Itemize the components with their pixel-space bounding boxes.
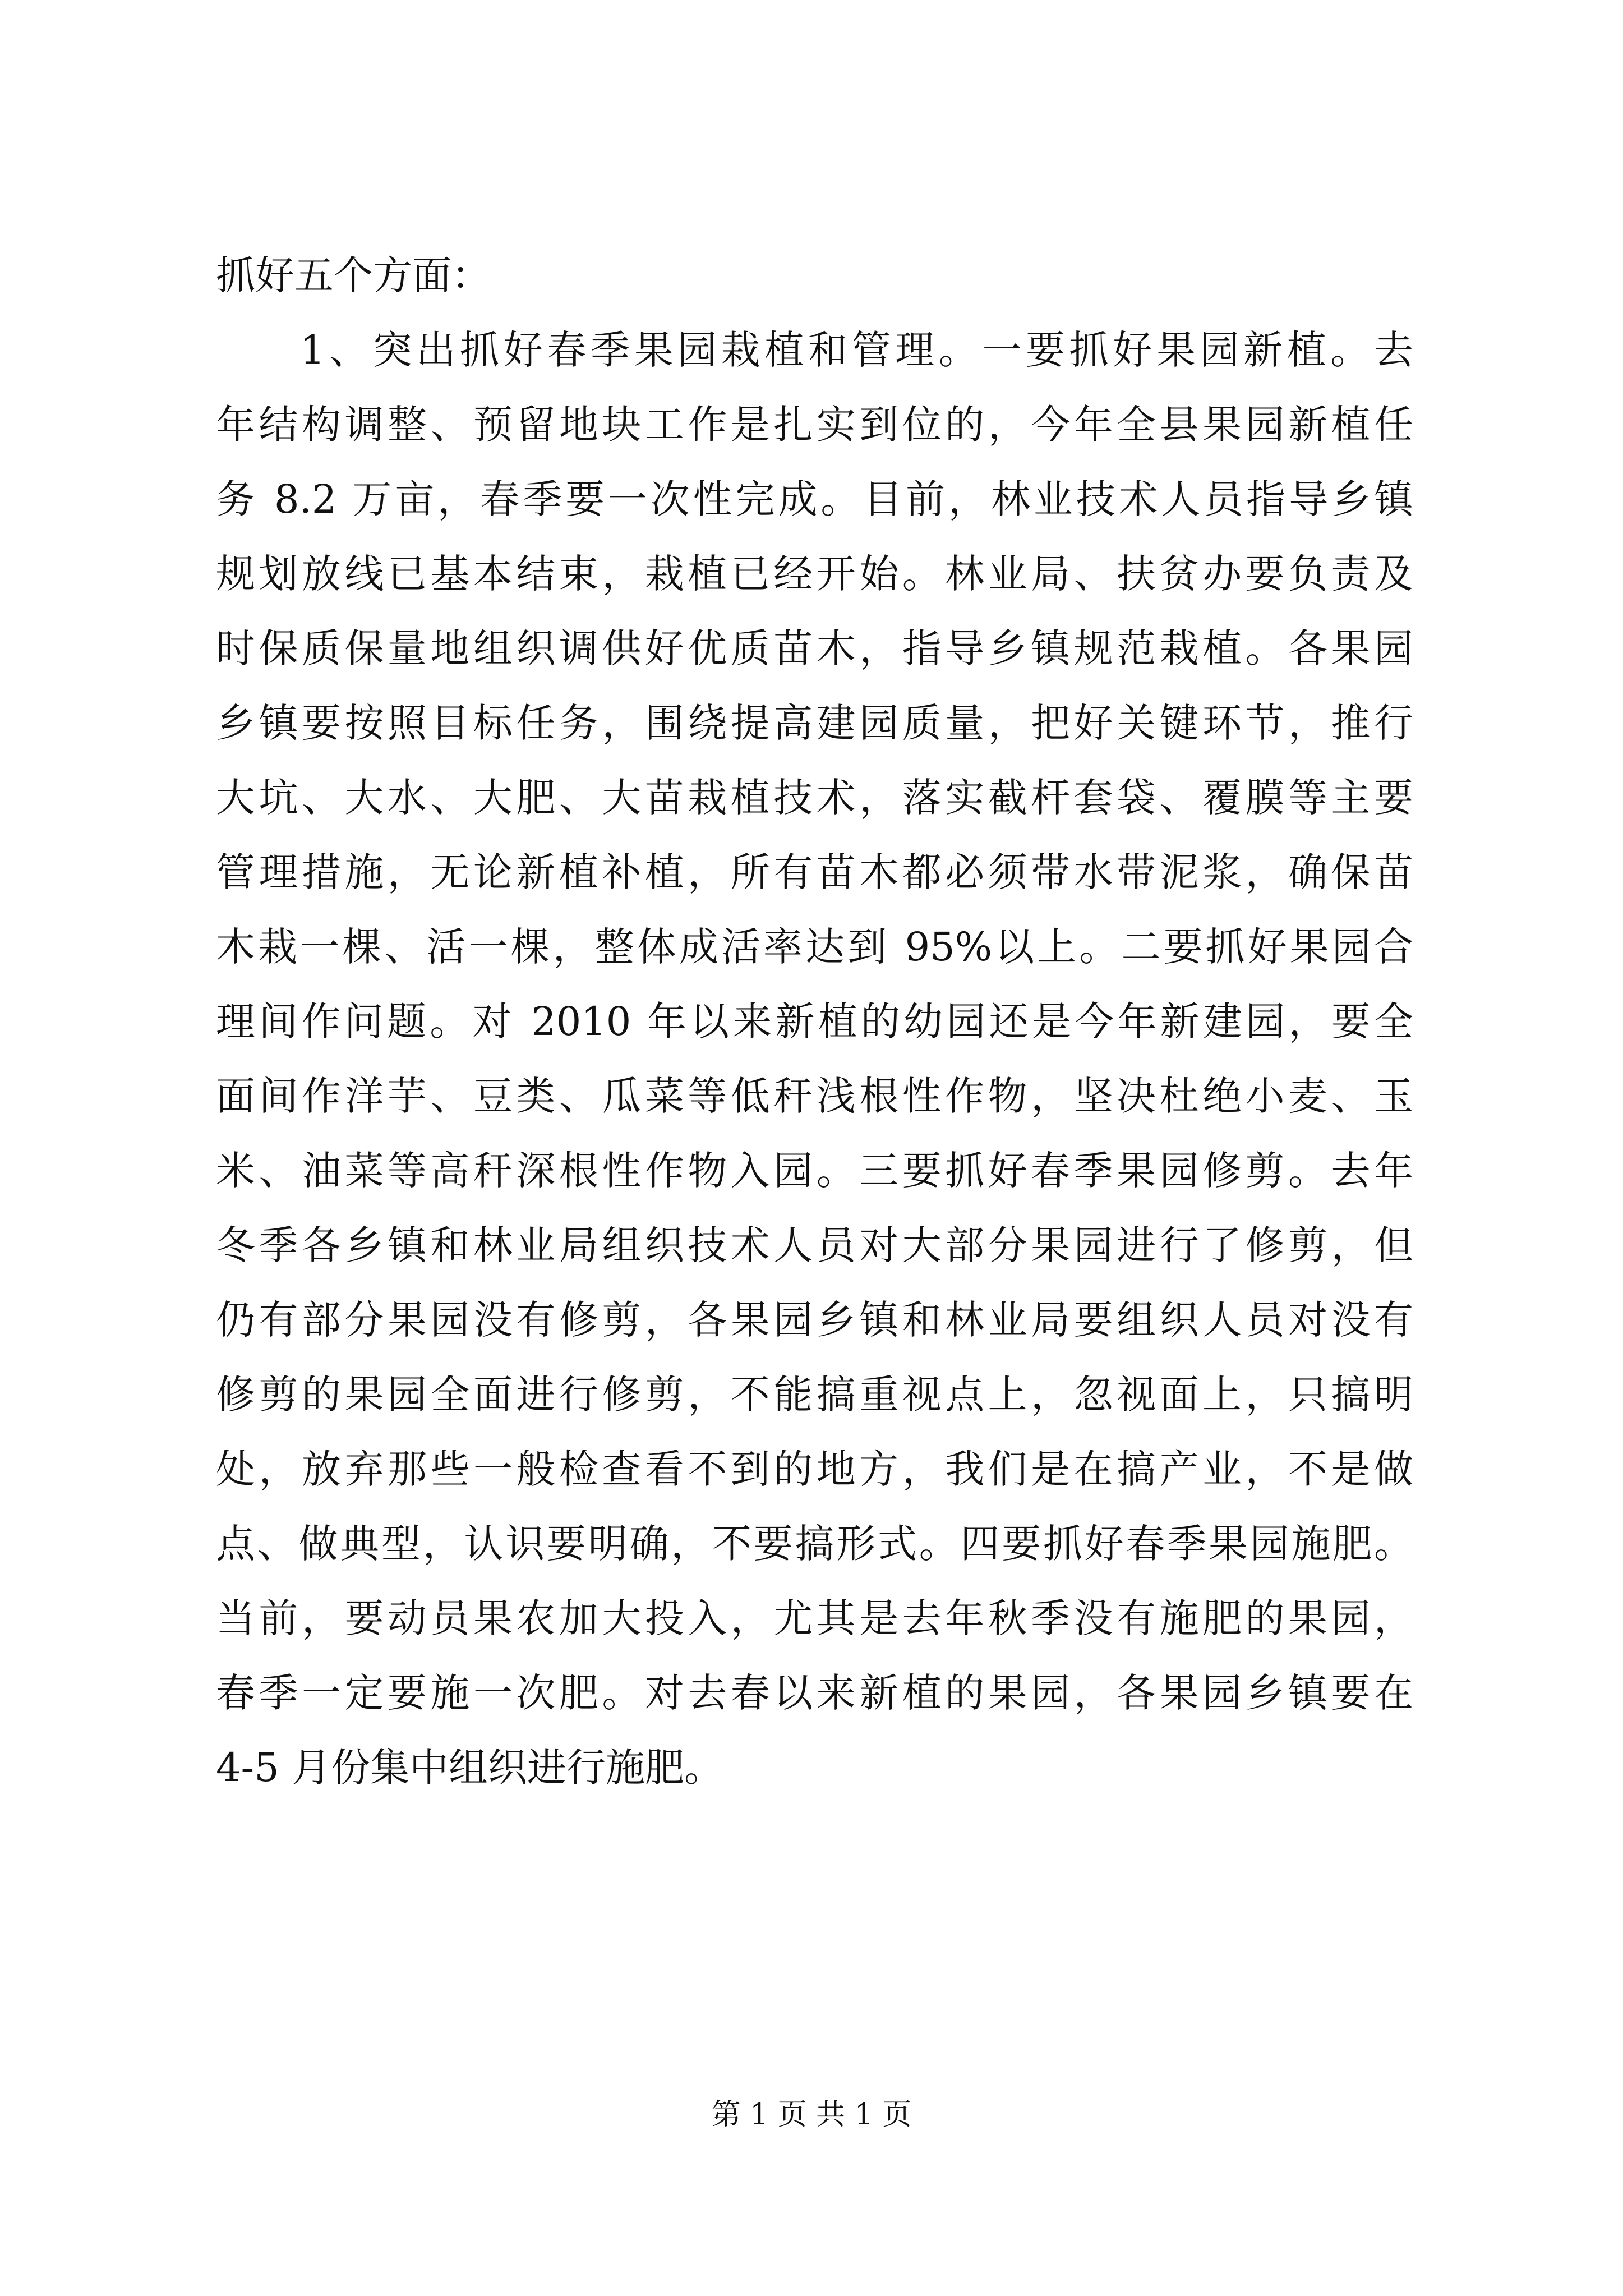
paragraph-line: 时保质保量地组织调供好优质苗木，指导乡镇规范栽植。各果园 [216, 625, 1413, 671]
paragraph-line: 修剪的果园全面进行修剪，不能搞重视点上，忽视面上，只搞明 [216, 1372, 1413, 1418]
paragraph-line: 处，放弃那些一般检查看不到的地方，我们是在搞产业，不是做 [216, 1446, 1413, 1492]
paragraph-line: 4-5 月份集中组织进行施肥。 [216, 1745, 723, 1791]
paragraph-line: 冬季各乡镇和林业局组织技术人员对大部分果园进行了修剪，但 [216, 1222, 1413, 1268]
page-number-label: 第 1 页 共 1 页 [711, 2098, 912, 2132]
paragraph-line: 1、突出抓好春季果园栽植和管理。一要抓好果园新植。去 [300, 327, 1413, 373]
paragraph-line: 米、油菜等高秆深根性作物入园。三要抓好春季果园修剪。去年 [216, 1148, 1413, 1194]
section-heading: 抓好五个方面： [216, 252, 491, 298]
paragraph-line: 当前，要动员果农加大投入，尤其是去年秋季没有施肥的果园， [216, 1595, 1413, 1641]
paragraph-line: 规划放线已基本结束，栽植已经开始。林业局、扶贫办要负责及 [216, 551, 1413, 597]
paragraph-line: 理间作问题。对 2010 年以来新植的幼园还是今年新建园，要全 [216, 999, 1413, 1045]
paragraph-line: 春季一定要施一次肥。对去春以来新植的果园，各果园乡镇要在 [216, 1670, 1413, 1716]
paragraph-line: 乡镇要按照目标任务，围绕提高建园质量，把好关键环节，推行 [216, 700, 1413, 746]
paragraph-line: 木栽一棵、活一棵，整体成活率达到 95%以上。二要抓好果园合 [216, 924, 1413, 970]
document-body [216, 238, 1413, 1805]
paragraph-line: 务 8.2 万亩，春季要一次性完成。目前，林业技术人员指导乡镇 [216, 476, 1413, 522]
paragraph-line: 面间作洋芋、豆类、瓜菜等低秆浅根性作物，坚决杜绝小麦、玉 [216, 1073, 1413, 1119]
paragraph-line: 仍有部分果园没有修剪，各果园乡镇和林业局要组织人员对没有 [216, 1297, 1413, 1343]
paragraph-line: 点、做典型，认识要明确，不要搞形式。四要抓好春季果园施肥。 [216, 1521, 1413, 1567]
paragraph-line: 大坑、大水、大肥、大苗栽植技术，落实截杆套袋、覆膜等主要 [216, 775, 1413, 821]
paragraph-line: 管理措施，无论新植补植，所有苗木都必须带水带泥浆，确保苗 [216, 849, 1413, 895]
page-footer [0, 2095, 1623, 2134]
paragraph-line: 年结构调整、预留地块工作是扎实到位的，今年全县果园新植任 [216, 402, 1413, 448]
